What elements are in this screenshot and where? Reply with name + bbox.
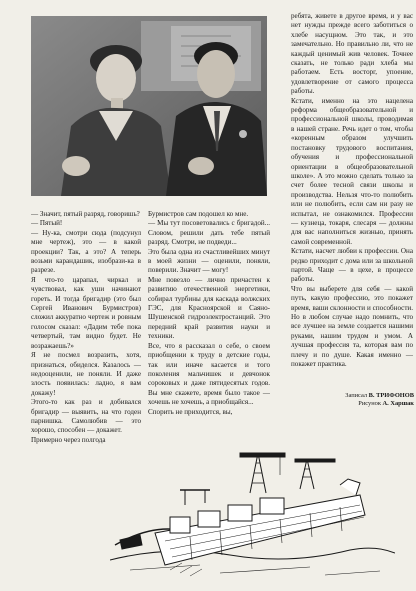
illustrator-credit-line — [302, 400, 414, 408]
author-credits — [302, 392, 414, 408]
illustrator-credit-prefix: Рисунок — [358, 400, 381, 407]
article-column-2: Бурмистров сам подошел ко мне. — Мы тут посоветовались с бригадой... Словом, решили дать тебе пятый разряд. Смотри, не подведи... Это была одна из счастливейших минут в моей жизни — оценили, поняли, поверили. Значит — могу! Мне повезло — лично причастен к развитию отечественной энергетики, собирал турбины для каскада волжских ГЭС, для Красноярской и Саяно-Шушенской гидроэлектростанций. Это передний край развития науки и техники. Все, что я рассказал о себе, о своем приобщении к труду в детские годы, так или иначе касается и того поколения мальчишек и девчонок сороковых и даже пятидесятых годов. Вы мне скажете, время было такое — хочешь не хочешь, а приобщайся... Спорить не приходится, вы, — [148, 210, 270, 416]
illustrator-name: А. Харшак — [382, 400, 414, 407]
author-credit-line — [302, 392, 414, 400]
dam-illustration — [110, 445, 395, 585]
author-credit-prefix: Записал — [345, 392, 368, 399]
article-column-1: — Значит, пятый разряд, говоришь? — Пятый! — Ну-ка, смотри сюда (подсунул мне чертеж), это — в какой проекции? Так, а это? А теперь возьми карандашик, изобрази-ка в разрезе. Я что-то царапал, чиркал и чувствовал, как уши начинают гореть. И тогда бригадир (это был Сергей Иванович Бурмистров) сложил аккуратно чертеж и ровным голосом сказал: «Дадим тебе пока четвертый, там видно будет. Не возражаешь?» Я не посмел возразить, хотя, признаться, обиделся. Казалось — недооценили, не поняли. И даже злость появилась: ладно, я вам докажу! Этого-то как раз и добивался бригадир — выявить, на что годен парнишка. Самолюбив — это хорошо, способен — докажет. Примерно через полгода — [31, 210, 141, 444]
photo-worker-and-mentor — [31, 16, 267, 196]
photo-image — [31, 16, 267, 196]
article-column-3: ребята, живете в другое время, и у вас нет нужды прежде всего заботиться о хлебе насущном. Это так, и это замечательно. Но правильно ли, что не каждый ценимый жив человек. Точнее сказать, не только ради хлеба мы работаем. Есть восторг, упоение, удовлетворение от самого процесса работы. Кстати, именно на это нацелена реформа общеобразовательной и профессиональной школы, проводимая в нашей стране. Речь идет о том, чтобы «коренным образом улучшить постановку трудового воспитания, обучения и профессиональной ориентации в общеобразовательной школе». А это можно сделать только за счет более тесной связи школы и производства. Нельзя что-то полюбить или не полюбить, если сам ни разу не испытал, не ознакомился. Профессии — кузнеца, токаря, слесаря — должны для вас наполниться жизнью, принять самой современной. Кстати, насчет любви к профессии. Она редко приходит с дома или за школьной партой. Чаще — в цехе, в процессе работы. Что вы выберете для себя — какой путь, какую профессию, это покажет время, ваши склонности и способности. Но в любом случае надо помнить, что все лучшее на земле создается нашими руками, нашим трудом и умом. А лучшая профессия та, которая вам по плечу и по душе. Какая именно — покажет практика. — [291, 12, 413, 369]
author-name: В. ТРИФОНОВ — [368, 392, 414, 399]
